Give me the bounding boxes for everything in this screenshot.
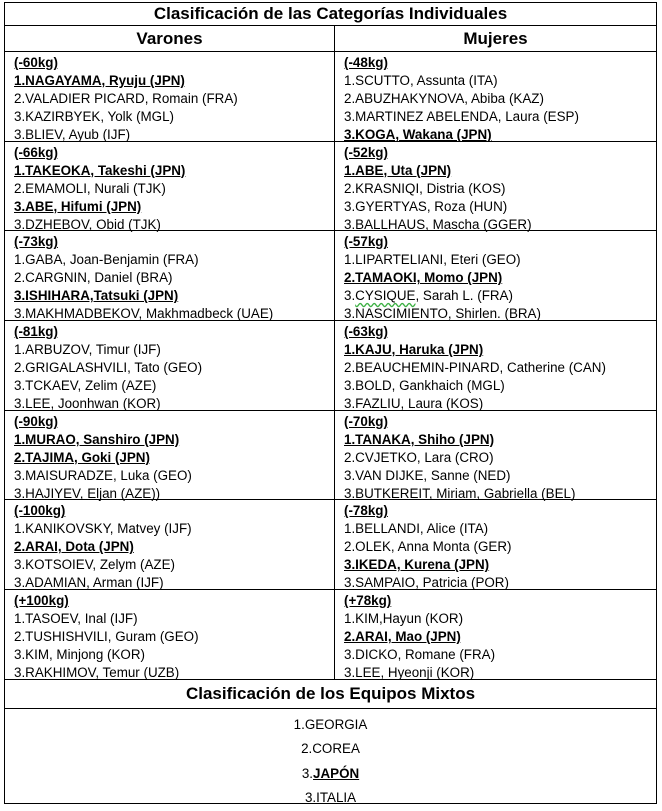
result-line: 3.ABE, Hifumi (JPN) (14, 198, 142, 214)
men-category (5, 231, 335, 320)
result-line: 3.KOTSOIEV, Zelym (AZE) (14, 557, 175, 573)
weight-group-row (5, 231, 656, 321)
result-line: 1.BELLANDI, Alice (ITA) (344, 521, 489, 537)
result-line: 3.KIM, Minjong (KOR) (14, 647, 145, 663)
spellcheck-flagged-name: CYSIQUE (355, 288, 416, 304)
result-line: 3.GYERTYAS, Roza (HUN) (344, 198, 508, 214)
result-line: 3.DZHEBOV, Obid (TJK) (14, 216, 161, 232)
result-line: 2.ARAI, Dota (JPN) (14, 539, 134, 555)
result-line: 2.KRASNIQI, Distria (KOS) (344, 180, 506, 196)
result-line: 2.TAJIMA, Goki (JPN) (14, 449, 150, 465)
weight-class: (+78kg) (344, 593, 392, 609)
result-line: 1.KAJU, Haruka (JPN) (344, 342, 484, 358)
result-line: 2.VALADIER PICARD, Romain (FRA) (14, 91, 238, 106)
result-line: 1.NAGAYAMA, Ryuju (JPN) (14, 73, 185, 88)
weight-class: (-63kg) (344, 324, 388, 340)
result-line: 2.CVJETKO, Lara (CRO) (344, 449, 494, 465)
result-line: 3.RAKHIMOV, Temur (UZB) (14, 665, 180, 681)
result-line: 2.BEAUCHEMIN-PINARD, Catherine (CAN) (344, 360, 606, 376)
result-line: 3.HAJIYEV, Eljan (AZE)) (14, 485, 161, 501)
team-result: 2.COREA (301, 741, 360, 757)
result-line: 3.NASCIMIENTO, Shirlen. (BRA) (344, 306, 541, 322)
individual-title: Clasificación de las Categorías Individuales (5, 3, 656, 26)
result-line: 2.EMAMOLI, Nurali (TJK) (14, 180, 166, 196)
weight-class: (-52kg) (344, 144, 388, 160)
weight-group-row (5, 52, 656, 142)
result-line: 3.LEE, Joonhwan (KOR) (14, 396, 161, 412)
result-line: 1.MURAO, Sanshiro (JPN) (14, 431, 180, 447)
result-line: 3.DICKO, Romane (FRA) (344, 647, 496, 663)
weight-class: (+100kg) (14, 593, 69, 609)
result-line: 3.TCKAEV, Zelim (AZE) (14, 378, 157, 394)
men-category (5, 590, 335, 679)
weight-group-row (5, 411, 656, 501)
weight-class: (-57kg) (344, 234, 388, 250)
result-line: 2.TAMAOKI, Momo (JPN) (344, 270, 503, 286)
result-line: 2.ABUZHAKYNOVA, Abiba (KAZ) (344, 91, 544, 106)
result-line: 1.KANIKOVSKY, Matvey (IJF) (14, 521, 192, 537)
result-line: 3.SAMPAIO, Patricia (POR) (344, 575, 509, 591)
result-line: 3.BALLHAUS, Mascha (GGER) (344, 216, 532, 232)
team-result: 3.ITALIA (304, 790, 357, 806)
result-prefix: 3. (344, 288, 356, 304)
result-line: 3.IKEDA, Kurena (JPN) (344, 557, 490, 573)
weight-class: (-48kg) (344, 55, 388, 70)
weight-class: (-66kg) (14, 144, 58, 160)
women-category (335, 500, 656, 589)
weight-class: (-81kg) (14, 324, 58, 340)
result-line: 1.SCUTTO, Assunta (ITA) (344, 73, 498, 88)
men-category (5, 500, 335, 589)
result-line: 3.KAZIRBYEK, Yolk (MGL) (14, 109, 175, 124)
weight-class: (-73kg) (14, 234, 58, 250)
result-line: 1.ARBUZOV, Timur (IJF) (14, 342, 161, 358)
men-category (5, 52, 335, 141)
result-line: 1.GABA, Joan-Benjamin (FRA) (14, 252, 199, 268)
team-name-highlight: JAPÓN (313, 765, 360, 781)
result-line: 2.OLEK, Anna Monta (GER) (344, 539, 512, 555)
men-category (5, 321, 335, 410)
women-category (335, 411, 656, 500)
result-line: 1.TANAKA, Shiho (JPN) (344, 431, 495, 447)
result-line: 1.ABE, Uta (JPN) (344, 162, 452, 178)
weight-class: (-78kg) (344, 503, 388, 519)
men-header: Varones (5, 26, 335, 51)
result-line: 3.ISHIHARA,Tatsuki (JPN) (14, 288, 179, 304)
team-result (5, 762, 656, 787)
result-line: 3.LEE, Hyeonji (KOR) (344, 665, 475, 681)
result-line: 1.LIPARTELIANI, Eteri (GEO) (344, 252, 521, 268)
men-category (5, 411, 335, 500)
women-category (335, 142, 656, 231)
weight-class: (-100kg) (14, 503, 66, 519)
team-result: 1.GEORGIA (293, 716, 368, 732)
weight-group-row (5, 500, 656, 590)
men-category (5, 142, 335, 231)
women-category (335, 321, 656, 410)
result-line: 3.BUTKEREIT, Miriam, Gabriella (BEL) (344, 485, 576, 501)
result-line: 2.TUSHISHVILI, Guram (GEO) (14, 629, 199, 645)
result-line: 1.TAKEOKA, Takeshi (JPN) (14, 162, 186, 178)
result-line: 3.BOLD, Gankhaich (MGL) (344, 378, 505, 394)
women-category (335, 590, 656, 679)
result-line: 2.CARGNIN, Daniel (BRA) (14, 270, 173, 286)
women-category (335, 231, 656, 320)
weight-class: (-60kg) (14, 55, 58, 70)
result-rest: , Sarah L. (FRA) (415, 288, 513, 304)
team-prefix: 3. (301, 765, 314, 781)
weight-group-row (5, 142, 656, 232)
weight-group-row (5, 590, 656, 680)
result-line: 3.MARTINEZ ABELENDA, Laura (ESP) (344, 109, 579, 124)
result-line: 3.MAKHMADBEKOV, Makhmadbeck (UAE) (14, 306, 274, 322)
result-line: 3.BLIEV, Ayub (IJF) (14, 127, 131, 142)
result-line: 1.KIM,Hayun (KOR) (344, 611, 464, 627)
mixed-teams-list (5, 713, 656, 811)
result-line: 3.VAN DIJKE, Sanne (NED) (344, 467, 511, 483)
column-headers (5, 26, 656, 52)
result-line: 3.KOGA, Wakana (JPN) (344, 127, 492, 142)
mixed-teams-title: Clasificación de los Equipos Mixtos (5, 680, 656, 709)
results-table (4, 2, 657, 804)
women-header: Mujeres (463, 29, 528, 48)
result-line: 3.FAZLIU, Laura (KOS) (344, 396, 484, 412)
result-line: 3.ADAMIAN, Arman (IJF) (14, 575, 164, 591)
result-line: 3.MAISURADZE, Luka (GEO) (14, 467, 192, 483)
result-line: 2.GRIGALASHVILI, Tato (GEO) (14, 360, 203, 376)
weight-group-row (5, 321, 656, 411)
result-line: 1.TASOEV, Inal (IJF) (14, 611, 138, 627)
weight-class: (-90kg) (14, 413, 58, 429)
weight-class: (-70kg) (344, 413, 388, 429)
women-category (335, 52, 656, 141)
result-line (344, 287, 656, 305)
result-line: 2.ARAI, Mao (JPN) (344, 629, 461, 645)
